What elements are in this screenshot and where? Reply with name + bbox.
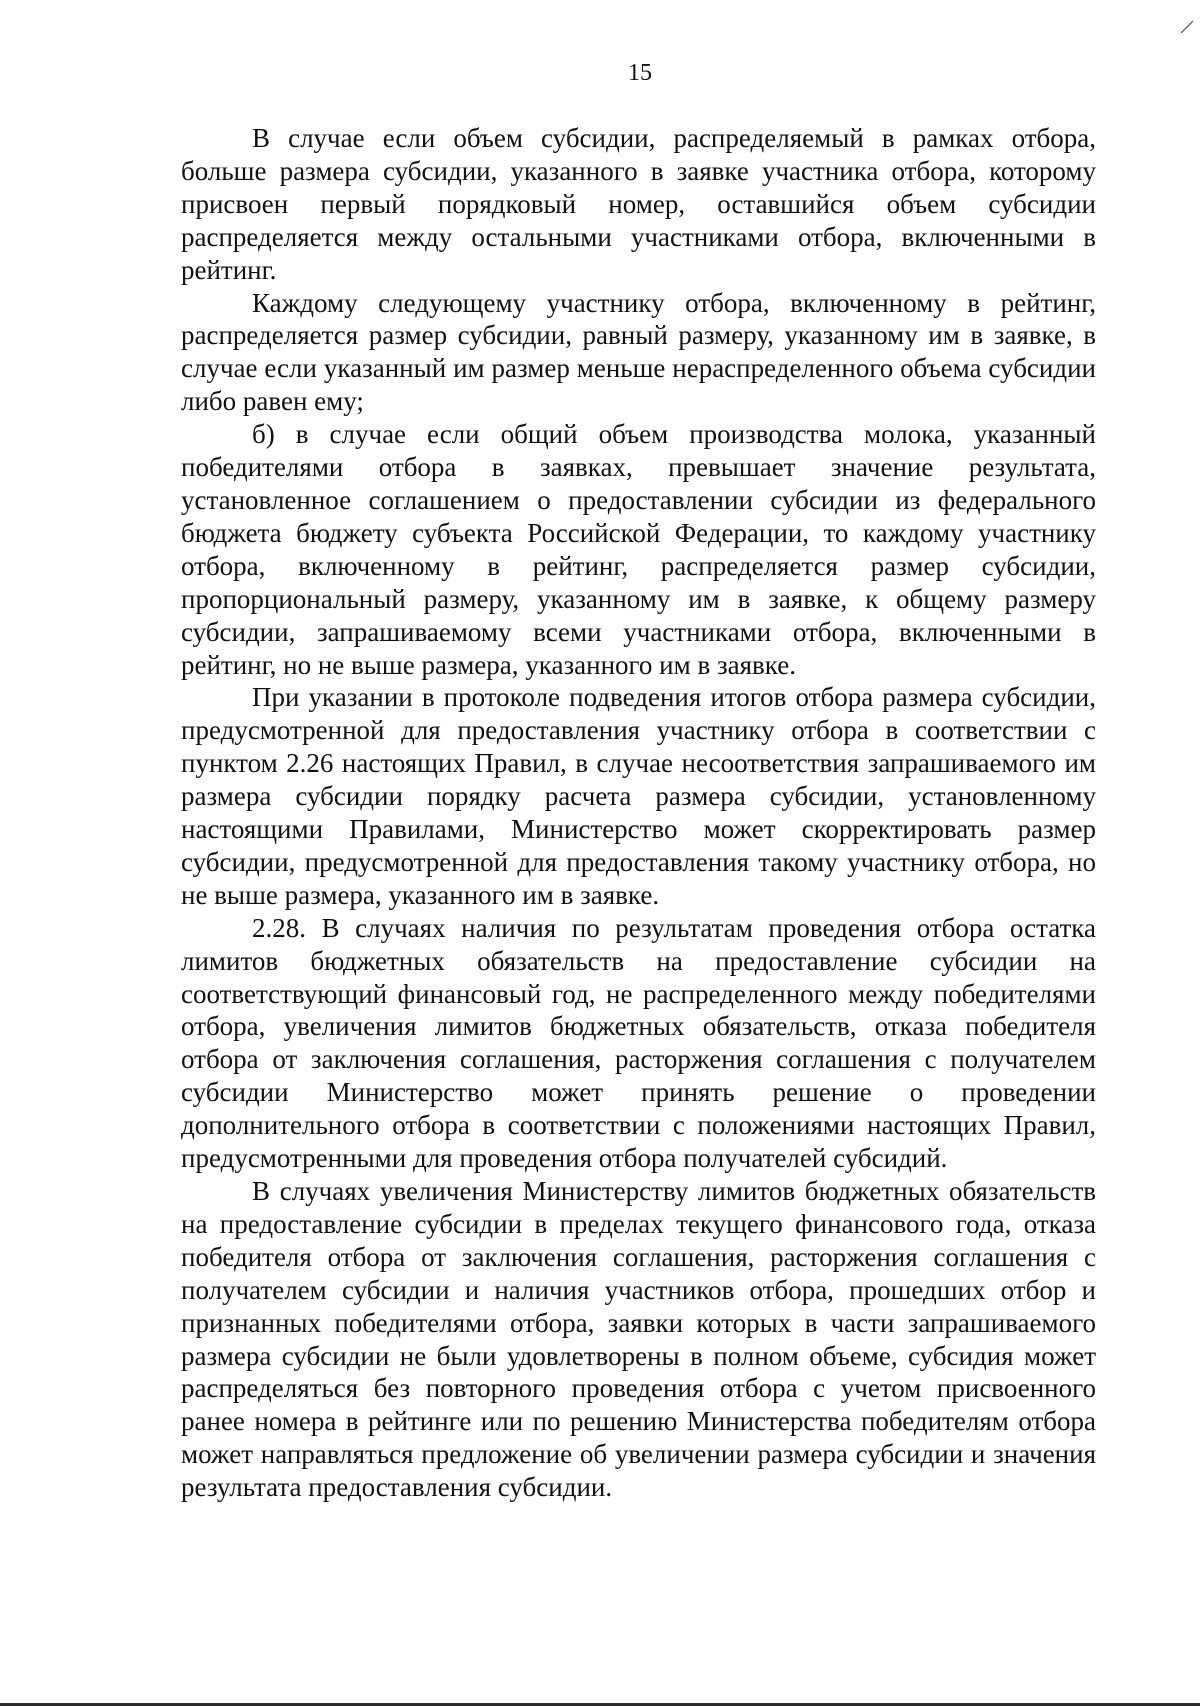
paragraph: 2.28. В случаях наличия по результатам проведения отбора остатка лимитов бюджетных обязательств на предоставление субсидии на соответствующий финансовый год, не распределенного между победителями отбора, увеличения лимитов бюджетных обязательств, отказа победителя отбора от заключения соглашения, расторжения соглашения с получателем субсидии Министерство может принять решение о проведении дополнительного отбора в соответствии с положениями настоящих Правил, предусмотренными для проведения отбора получателей субсидий. (181, 912, 1096, 1174)
page-number: 15 (628, 60, 652, 86)
paragraph: В случаях увеличения Министерству лимитов бюджетных обязательств на предоставление субсидии в пределах текущего финансового года, отказа победителя отбора от заключения соглашения, расторжения соглашения с получателем субсидии и наличия участников отбора, прошедших отбор и признанных победителями отбора, заявки которых в части запрашиваемого размера субсидии не были удовлетворены в полном объеме, субсидия может распределяться без повторного проведения отбора с учетом присвоенного ранее номера в рейтинге или по решению Министерства победителям отбора может направляться предложение об увеличении размера субсидии и значения результата предоставления субсидии. (181, 1176, 1096, 1503)
paragraph: Каждому следующему участнику отбора, включенному в рейтинг, распределяется размер субсидии, равный размеру, указанному им в заявке, в случае если указанный им размер меньше нераспределенного объема субсидии либо равен ему; (181, 287, 1096, 417)
paragraph: б) в случае если общий объем производства молока, указанный победителями отбора в заявках, превышает значение результата, установленное соглашением о предоставлении субсидии из федерального бюджета бюджету субъекта Российской Федерации, то каждому участнику отбора, включенному в рейтинг, распределяется размер субсидии, пропорциональный размеру, указанному им в заявке, к общему размеру субсидии, запрашиваемому всеми участниками отбора, включенными в рейтинг, но не выше размера, указанного им в заявке. (181, 419, 1096, 680)
paragraph: При указании в протоколе подведения итогов отбора размера субсидии, предусмотренной для предоставления участнику отбора в соответствии с пунктом 2.26 настоящих Правил, в случае несоответствия запрашиваемого им размера субсидии порядку расчета размера субсидии, установленному настоящими Правилами, Министерство может скорректировать размер субсидии, предусмотренной для предоставления такому участнику отбора, но не выше размера, указанного им в заявке. (181, 682, 1096, 910)
paragraph: В случае если объем субсидии, распределяемый в рамках отбора, больше размера субсидии, указанного в заявке участника отбора, которому присвоен первый порядковый номер, оставшийся объем субсидии распределяется между остальными участниками отбора, включенными в рейтинг. (181, 123, 1096, 285)
scan-mark (1180, 20, 1194, 34)
document-body (181, 122, 1096, 1504)
